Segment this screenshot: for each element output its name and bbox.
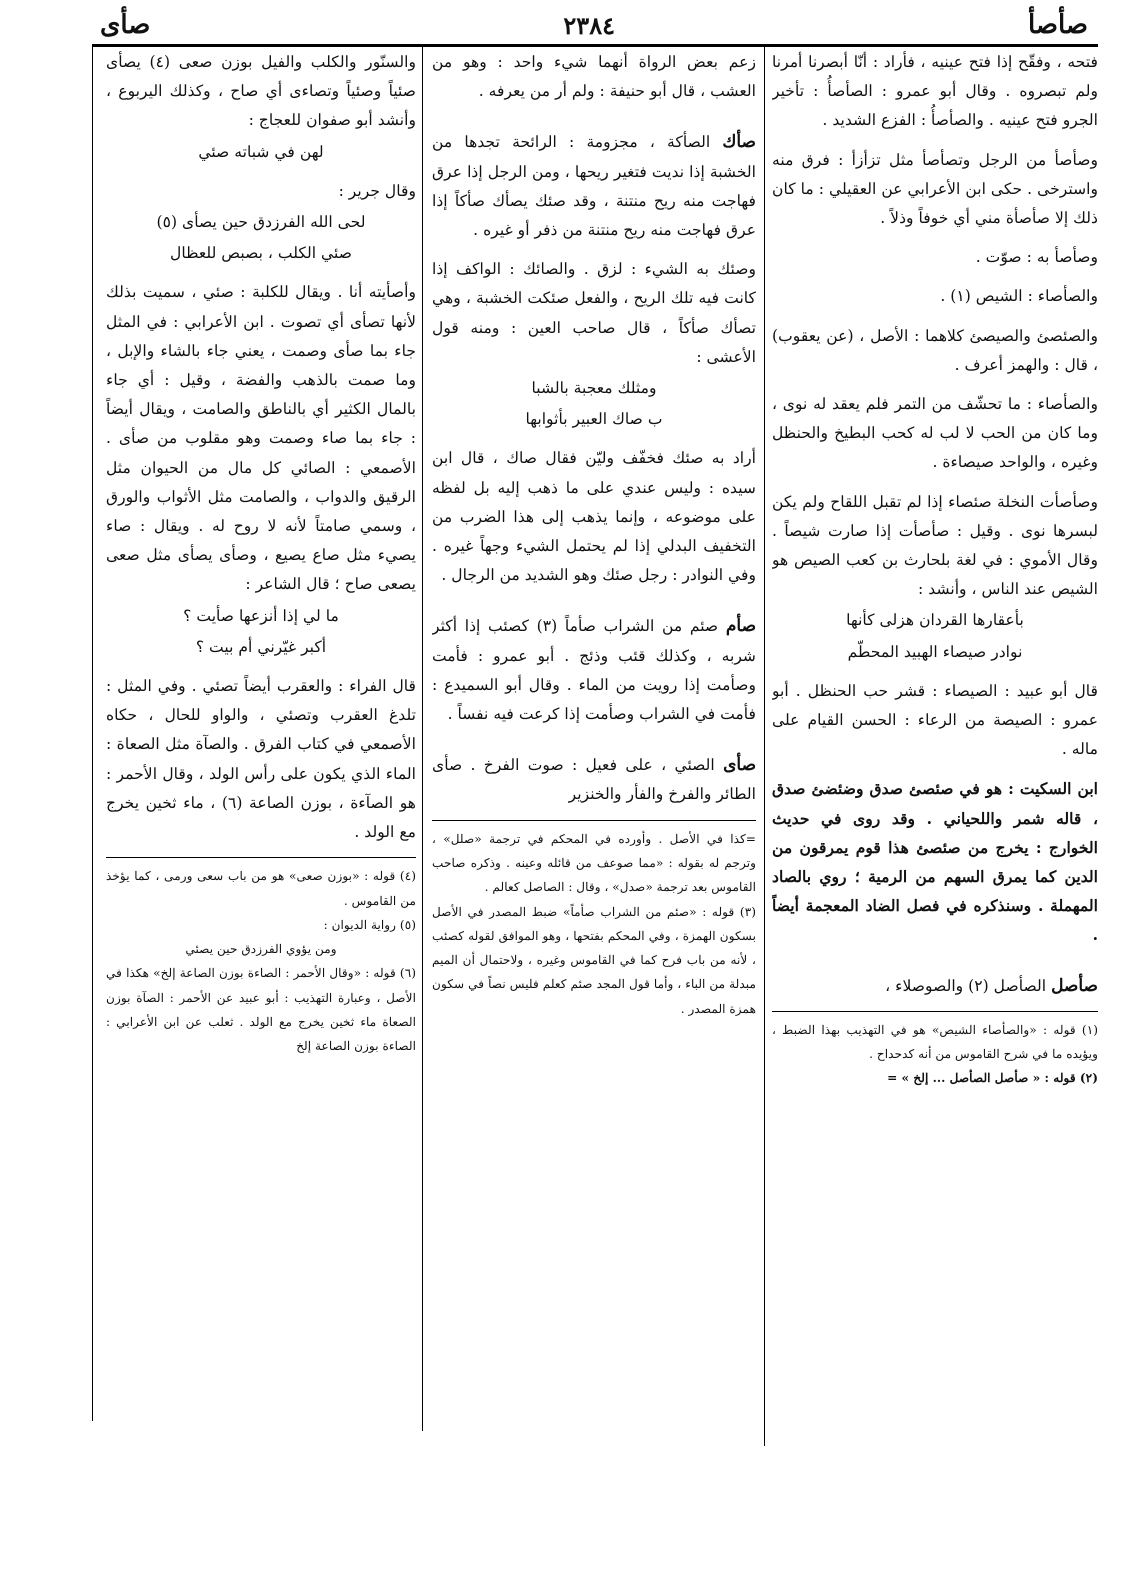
paragraph: وصئك به الشيء : لزق . والصائك : الواكف إذا كانت فيه تلك الريح ، والفعل صئكت الخشبة ، وهي تصأك صأكاً ، قال صاحب العين : ومنه قول الأعشى : [432, 260, 756, 366]
paragraph: قال الفراء : والعقرب أيضاً تصئي . وفي المثل : تلدغ العقرب وتصئي ، والواو للحال ، حكاه الأصمعي في كتاب الفرق . والصآة مثل الصعاة : الماء الذي يكون على رأس الولد ، وقال الأحمر : هو الصآءة ، بوزن الصاعة (٦) ، ماء ثخين يخرج مع الولد . [106, 677, 416, 842]
header-rule [92, 44, 1098, 47]
footnote-separator [106, 857, 416, 858]
verse-line: لحى الله الفرزدق حين يصأى (٥) [156, 213, 366, 232]
footnote: (٤) قوله : «بوزن صعى» هو من باب سعى ورمى ، كما يؤخذ من القاموس . [106, 869, 416, 908]
verse-line: بأعقارها القردان هزلى كأنها [846, 611, 1024, 630]
paragraph: والصأصاء : ما تحشّف من التمر فلم يعقد له نوى ، وما كان من الحب لا لب له كحب البطيخ والحنظل وغيره ، والواحد صيصاءة . [772, 395, 1098, 472]
entry-headword: صأك [722, 132, 756, 153]
verse-line: صئي الكلب ، بصبص للعظال [170, 244, 352, 263]
verse-line: ما لي إذا أنزعها صأيت ؟ [183, 606, 339, 625]
paragraph: وقال جرير : [338, 181, 416, 200]
verse-line: ب صاك العبير بأثوابها [525, 410, 663, 429]
paragraph: ابن السكيت : هو في صئصئ صدق وضئضئ صدق ، قاله شمر واللحياني . وقد روى في حديث الخوارج : يخرج من صئصئ هذا قوم يمرقون من الدين كما يمرق السهم من الرمية ؛ روي بالصاد المهملة . وسنذكره في فصل الضاد المعجمة أيضاً . [772, 779, 1098, 945]
verse-line: لهن في شباته صئي [198, 142, 324, 161]
paragraph: قال أبو عبيد : الصيصاء : قشر حب الحنظل . أبو عمرو : الصيصة من الرعاء : الحسن القيام على ماله . [772, 681, 1098, 759]
footnote: (٣) قوله : «صئم من الشراب صأماً» ضبط المصدر في الأصل بسكون الهمزة ، وفي المحكم بفتحها ، وهو الموافق لقوله كصئب ، لأنه من باب فرح كما في القاموس وغيره ، ولاحتمال أن الميم مبدلة من الباء ، وأما قول المجد صئم كعلم فليس نصاً في سكون همزة المصدر . [432, 904, 756, 1016]
paragraph: والصئصئ والصيصئ كلاهما : الأصل ، (عن يعقوب) ، قال : والهمز أعرف . [772, 326, 1098, 374]
column-left [106, 48, 416, 1478]
header-headword-right: صأصأ [1028, 10, 1088, 40]
paragraph: وصأصأت النخلة صئصاء إذا لم تقبل اللقاح ولم يكن لبسرها نوى . وقيل : صأصأت إذا صارت شيصاً . وقال الأموي : في لغة بلحارث بن كعب الصيص هو الشيص عند الناس ، وأنشد : [772, 492, 1098, 599]
paragraph: زعم بعض الرواة أنهما شيء واحد : وهو من العشب ، قال أبو حنيفة : ولم أر من يعرفه . [432, 53, 756, 101]
entry-line [772, 972, 1098, 1001]
column-right [772, 48, 1098, 1448]
footnote: (١) قوله : «والصأصاء الشيص» هو في التهذيب بهذا الضبط ، ويؤيده ما في شرح القاموس من أنه كدحداح . [772, 1022, 1098, 1062]
running-header [100, 8, 1088, 42]
entry-headword: صأم [725, 616, 756, 637]
footnote: (٦) قوله : «وقال الأحمر : الصاءة بوزن الصاعة إلخ» هكذا في الأصل ، وعبارة التهذيب : أبو عبيد عن الأحمر : الصآة بوزن الصعاة ماء ثخين يخرج مع الولد . ثعلب عن ابن الأعرابي : الصاءة بوزن الصاعة إلخ [106, 966, 416, 1054]
page-edge-rule [92, 46, 93, 1421]
footnote-verse: ومن يؤوي الفرزدق حين يصئي [185, 942, 337, 957]
entry-text: صئم من الشراب صأماً (٣) كصئب إذا أكثر شربه ، وكذلك قئب وذئج . أبو عمرو : فأمت وصأمت إذا رويت من الماء . وقال أبو السميدع : فأمت في الشراب وصأمت إذا كرعت فيه نفساً . [432, 617, 756, 724]
entry [432, 128, 756, 245]
footnote-separator [432, 820, 756, 821]
paragraph: أراد به صئك فخفّف وليّن فقال صاك ، قال ابن سيده : وليس عندي على ما ذهب إليه بل لفظه على موضوعه ، وإنما يذهب إلى هذا الضرب من التخفيف البدلي إذا لم يحتمل الشيء وجهاً غيره . وفي النوادر : رجل صئك وهو الشديد من الرجال . [432, 449, 756, 585]
footnote: =كذا في الأصل . وأورده في المحكم في ترجمة «صلل» ، وترجم له بقوله : «مما صوعف من قائله وعينه . وذكره صاحب القاموس بعد ترجمة «صدل» ، وقال : الصاصل كعالم . [432, 831, 756, 895]
footnote: (٥) رواية الديوان : [323, 917, 416, 932]
footnote-separator [772, 1011, 1098, 1012]
verse-line: ومثلك معجبة بالشبا [531, 379, 657, 398]
column-divider [422, 46, 423, 1431]
entry-headword: صأى [723, 755, 756, 776]
entry [432, 612, 756, 729]
page-number: ٢٣٨٤ [563, 10, 615, 40]
paragraph: فتحه ، وفقّح إذا فتح عينيه ، فأراد : أنّا أبصرنا أمرنا ولم تبصروه . وقال أبو عمرو : الصأصأُ : تأخير الجرو فتح عينيه . والصأصأُ : الفزع الشديد . [772, 53, 1098, 130]
column-divider [764, 46, 765, 1446]
entry-headword: صأصل [1051, 975, 1098, 996]
footnote: (٢) قوله : « صأصل الصأصل ... إلخ » = [887, 1071, 1098, 1086]
paragraph: وصأصأ من الرجل وتصأصأ مثل تزأزأ : فرق منه واسترخى . حكى ابن الأعرابي عن العقيلي : ما كان ذلك إلا صأصأة مني أي خوفاً وذلاً . [772, 150, 1098, 228]
paragraph: وأصأيته أنا . ويقال للكلبة : صئي ، سميت بذلك لأنها تصأى أي تصوت . ابن الأعرابي : في المثل جاء بما صأى وصمت ، يعني جاء بالشاء والإبل ، وما صمت بالذهب والفضة ، وقيل : أي جاء بالمال الكثير أي بالناطق والصامت ، ويقال أيضاً : جاء بما صاء وصمت وهو مقلوب من صأى . الأصمعي : الصائي كل مال من الحيوان مثل الرقيق والدواب ، والصامت مثل الأثواب والورق ، وسمي صامتاً لأنه لا روح له . ويقال : صاء يصيء مثل صاع يصيع ، وصأى يصأى مثل صعى يصعى صاح ؛ قال الشاعر : [106, 283, 416, 594]
verse-line: أكبر غيّرني أم بيت ؟ [195, 637, 327, 656]
paragraph: والصأصاء : الشيص (١) . [940, 287, 1098, 306]
paragraph: وصأصأ به : صوّت . [975, 248, 1098, 267]
header-headword-left: صأى [100, 10, 151, 40]
verse-line: نوادر صيصاء الهبيد المحطّم [847, 642, 1023, 661]
column-middle [432, 48, 756, 1478]
paragraph: والسنّور والكلب والفيل بوزن صعى (٤) يصأى صئياً وصئياً وتصاءى أي صاح ، وكذلك اليربوع ، وأنشد أبو صفوان للعجاج : [106, 53, 416, 130]
entry-text: الصئي ، على فعيل : صوت الفرخ . صأى الطائر والفرخ والفأر والخنزير [432, 756, 756, 804]
entry [432, 751, 756, 809]
entry-text: الصأكة ، مجزومة : الرائحة تجدها من الخشبة إذا نديت فتغير ريحها ، ومن الرجل إذا عرق فهاجت منه ريح منتنة ، وقد صئك يصأك صأكاً إذا عرق فهاجت منه ريح منتنة من ذفر أو غيره . [432, 133, 756, 240]
entry-text: الصأصل (٢) والصوصلاء ، [885, 976, 1047, 995]
